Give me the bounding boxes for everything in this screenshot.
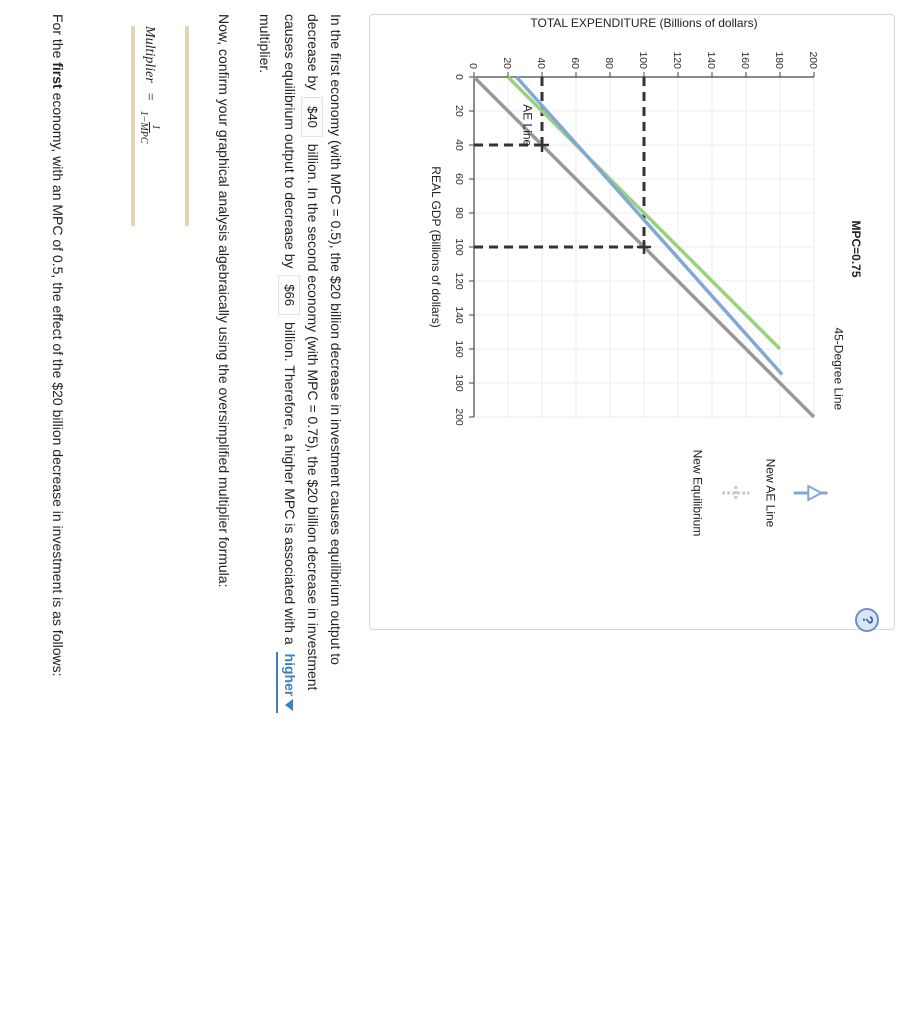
paragraph-first-economy (46, 14, 69, 724)
x-tick-label: 180 (453, 374, 465, 392)
y-tick-label: 140 (705, 51, 717, 69)
x-tick-label: 160 (453, 340, 465, 358)
graph-panel (369, 14, 895, 630)
legend-new-eq-label: New Equilibrium (690, 449, 705, 537)
y-tick-label: 40 (535, 57, 547, 69)
answer-second-economy[interactable]: $66 (278, 275, 300, 315)
formula-bottom-rule (131, 26, 135, 226)
x-tick-label: 120 (453, 272, 465, 290)
formula-denominator: 1−MPC (138, 110, 149, 144)
formula-expression (138, 26, 161, 144)
dropdown-value: higher (282, 653, 298, 697)
y-tick-label: 200 (807, 51, 819, 69)
para1-text-2: billion. In the second economy (with MPC = 0.75), the $20 billion decrease in investment causes equilibrium output to decrease by (282, 14, 321, 691)
chevron-down-icon (286, 699, 294, 711)
y-tick-label: 20 (501, 57, 513, 69)
formula-fraction (138, 111, 161, 144)
y-tick-label: 0 (467, 63, 479, 69)
formula-top-rule (185, 26, 189, 226)
y-tick-label: 80 (603, 57, 615, 69)
x-tick-label: 20 (453, 105, 465, 117)
x-tick-label: 40 (453, 139, 465, 151)
y-tick-label: 160 (739, 51, 751, 69)
para1-text-1: In the first economy (with MPC = 0.5), the $20 billion decrease in investment causes equilibrium output to decrease by (305, 14, 344, 665)
y-tick-label: 120 (671, 51, 683, 69)
y-tick-label: 60 (569, 57, 581, 69)
chart (370, 15, 894, 629)
annotation-45-degree: 45-Degree Line (831, 327, 846, 411)
triangle-icon (808, 486, 821, 500)
para1-text-3: billion. Therefore, a higher MPC is associated with a (282, 321, 298, 645)
y-tick-label: 180 (773, 51, 785, 69)
formula-equals: = (142, 92, 158, 101)
x-tick-label: 100 (453, 238, 465, 256)
x-tick-label: 140 (453, 306, 465, 324)
x-tick-label: 60 (453, 173, 465, 185)
paragraph-results (253, 14, 347, 724)
multiplier-formula (113, 26, 189, 226)
answer-first-economy[interactable]: $40 (301, 97, 323, 137)
para3-bold: first (50, 62, 66, 89)
formula-lhs: Multiplier (142, 26, 158, 83)
series-new-ae-line (517, 77, 783, 375)
formula-numerator: 1 (149, 122, 161, 133)
legend-new-ae-label: New AE Line (763, 458, 778, 528)
chart-title: MPC=0.75 (849, 220, 863, 278)
multiplier-dropdown[interactable] (276, 652, 301, 714)
help-icon[interactable]: ? (855, 608, 879, 632)
x-tick-label: 0 (453, 74, 465, 80)
para1-text-4: multiplier. (257, 14, 273, 74)
annotation-ae-line: AE Line (520, 104, 535, 147)
y-tick-label: 100 (637, 51, 649, 69)
para3-before: For the (50, 14, 66, 59)
x-tick-label: 200 (453, 408, 465, 426)
y-axis-title: TOTAL EXPENDITURE (Billions of dollars) (530, 16, 758, 30)
paragraph-confirm: Now, confirm your graphical analysis algebraically using the oversimplified multiplier formula: (216, 14, 232, 588)
x-tick-label: 80 (453, 207, 465, 219)
para3-after: economy, with an MPC of 0.5, the effect of the $20 billion decrease in investment is as follows: (50, 92, 66, 677)
x-axis-title: REAL GDP (Billions of dollars) (429, 166, 443, 328)
